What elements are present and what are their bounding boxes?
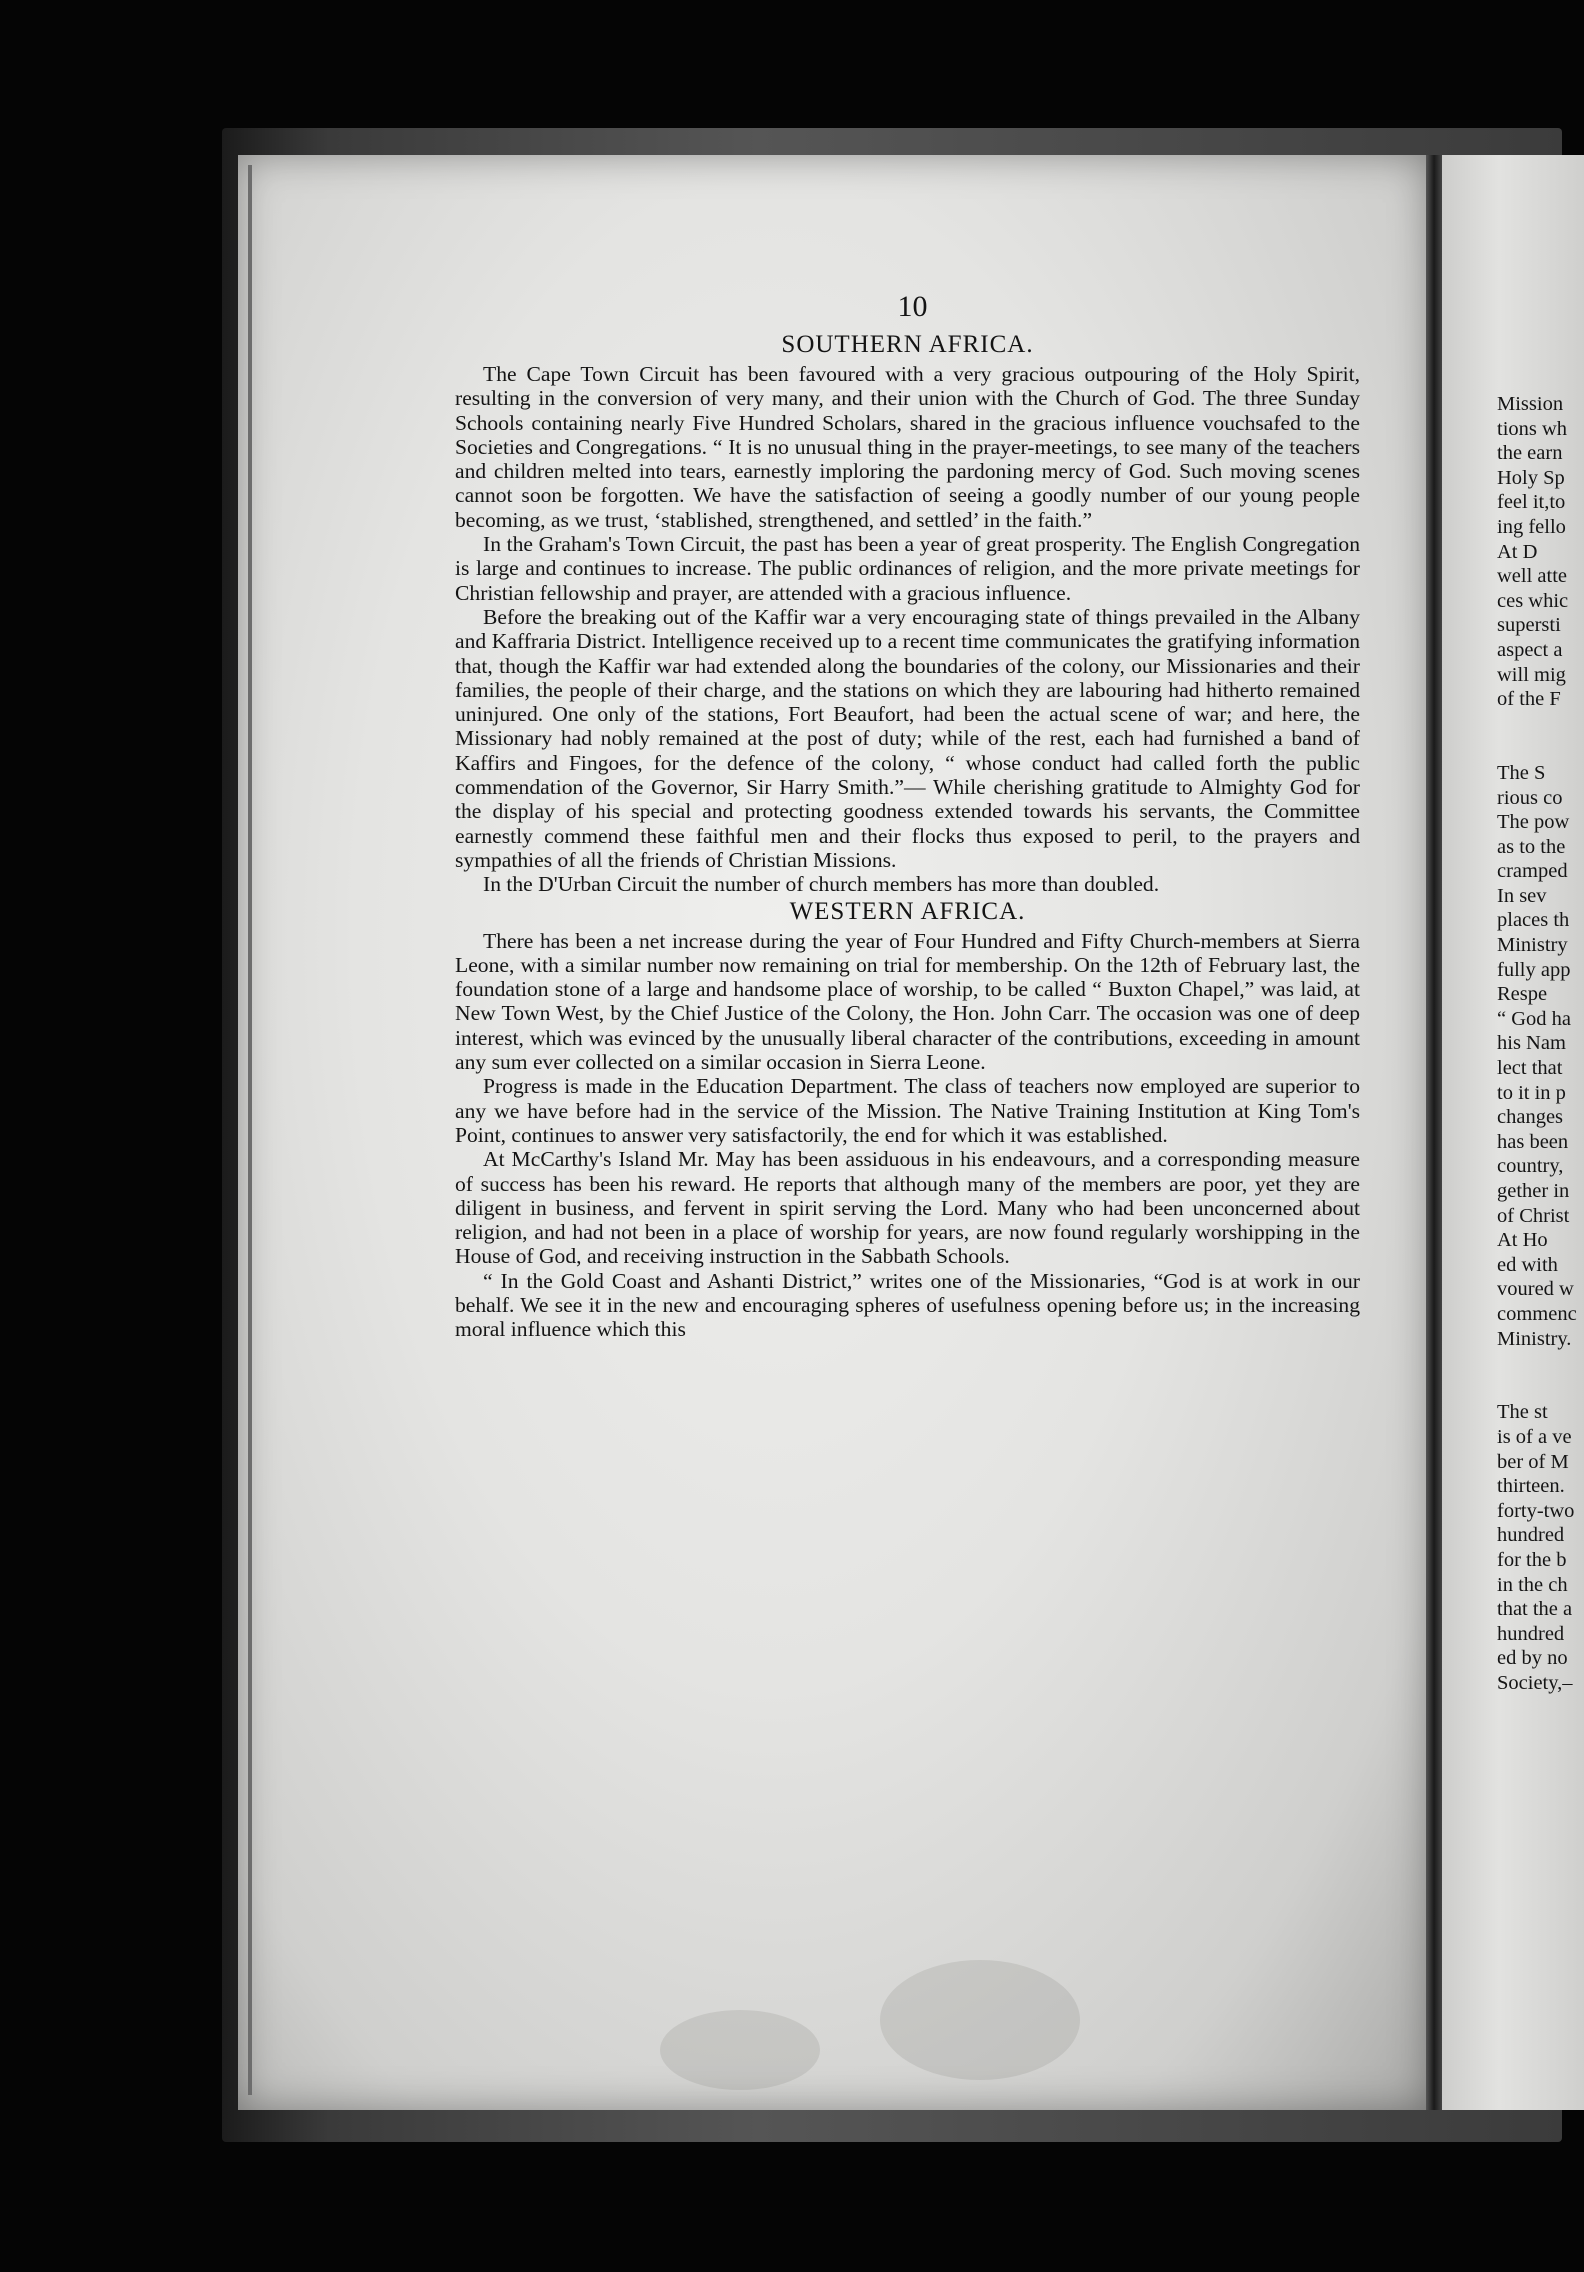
facing-page-line: The pow	[1497, 811, 1570, 834]
facing-page-line: ber of M	[1497, 1450, 1569, 1473]
facing-page-line: cramped	[1497, 860, 1568, 883]
paragraph: The Cape Town Circuit has been favoured with a very gracious outpouring of the Holy Spirit, resulting in the conversion of very many, and their union with the Church of God. The three Sunday Schools containing nearly Five Hundred Scholars, shared in the gracious influence vouchsafed to the Societies and Congregations. “ It is no unusual thing in the prayer-meetings, to see many of the teachers and children melted into tears, earnestly imploring the pardoning mercy of God. Such moving scenes cannot soon be forgotten. We have the satisfaction of seeing a goodly number of our young people becoming, as we trust, ‘stablished, strengthened, and settled’ in the faith.”	[455, 362, 1360, 532]
facing-page-line: feel it,to	[1497, 491, 1566, 514]
facing-page-line: as to the	[1497, 835, 1566, 858]
facing-page-line: thirteen.	[1497, 1475, 1565, 1498]
facing-page-line: ces whic	[1497, 589, 1569, 612]
section-western-africa	[455, 897, 1360, 1342]
paper-stain	[880, 1960, 1080, 2080]
facing-page-line: hundred	[1497, 1622, 1565, 1645]
paper-stain	[660, 2010, 820, 2090]
facing-page-line: commenc	[1497, 1302, 1577, 1325]
paragraph: “ In the Gold Coast and Ashanti District,” writes one of the Missionaries, “God is at work in our behalf. We see it in the new and encouraging spheres of usefulness opening before us; in the increasing moral influence which this	[455, 1268, 1360, 1342]
facing-page-line: is of a ve	[1497, 1425, 1572, 1448]
main-text-column	[455, 290, 1360, 1342]
facing-page-line: “ God ha	[1497, 1007, 1572, 1030]
facing-page-line: of Christ	[1497, 1204, 1570, 1227]
facing-page-line: In sev	[1497, 884, 1547, 907]
facing-page-line: aspect a	[1497, 638, 1563, 661]
facing-page-line: ed by no	[1497, 1647, 1568, 1670]
facing-page-line: At D	[1497, 540, 1538, 563]
paragraph: Before the breaking out of the Kaffir war a very encouraging state of things prevailed in the Albany and Kaffraria District. Intelligence received up to a recent time communicates the gratifying information that, though the Kaffir war had extended along the boundaries of the colony, our Missionaries and their families, the people of their charge, and the stations on which they are labouring had hitherto remained uninjured. One only of the stations, Fort Beaufort, had been the actual scene of war; and here, the Missionary had nobly remained at the post of duty; while of the rest, each had furnished a band of Kaffirs and Fingoes, for the defence of the colony, “ whose conduct had called forth the public commendation of the Governor, Sir Harry Smith.”— While cherishing gratitude to Almighty God for the display of his special and protecting goodness extended towards his servants, the Committee earnestly commend these faithful men and their flocks thus exposed to peril, to the prayers and sympathies of all the friends of Christian Missions.	[455, 604, 1360, 872]
facing-page-line: ing fello	[1497, 515, 1566, 538]
paragraph: In the Graham's Town Circuit, the past has been a year of great prosperity. The English Congregation is large and continues to increase. The public ordinances of religion, and the more private meetings for Christian fellowship and prayer, are attended with a gracious influence.	[455, 532, 1360, 605]
facing-page-line: Holy Sp	[1497, 466, 1565, 489]
section-heading: SOUTHERN AFRICA.	[781, 331, 1034, 358]
facing-page-line: At Ho	[1497, 1229, 1548, 1252]
facing-page-line: gether in	[1497, 1180, 1570, 1202]
facing-page-line: lect that	[1497, 1057, 1563, 1080]
facing-page-line: forty-two	[1497, 1499, 1575, 1522]
paragraph: There has been a net increase during the year of Four Hundred and Fifty Church-members at Sierra Leone, with a similar number now remaining on trial for membership. On the 12th of February last, the foundation stone of a large and handsome place of worship, to be called “ Buxton Chapel,” was laid, at New Town West, by the Chief Justice of the Colony, the Hon. John Carr. The occasion was one of deep interest, which was evinced by the unusually liberal character of the contributions, exceeding in amount any sum ever collected on a similar occasion in Sierra Leone.	[455, 928, 1360, 1075]
paragraph: In the D'Urban Circuit the number of church members has more than doubled.	[483, 872, 1160, 897]
facing-page-line: Ministry.	[1497, 1327, 1572, 1350]
paragraph: Progress is made in the Education Department. The class of teachers now employed are superior to any we have before had in the service of the Mission. The Native Training Institution at King Tom's Point, continues to answer very satisfactorily, the end for which it was established.	[455, 1074, 1360, 1147]
section-southern-africa	[455, 330, 1360, 897]
facing-page-gap	[1497, 712, 1584, 737]
facing-page-line: Ministry	[1497, 934, 1568, 957]
facing-page-line: of the F	[1497, 688, 1561, 711]
facing-page-line: the earn	[1497, 442, 1563, 465]
facing-page-gap	[1497, 1351, 1584, 1376]
facing-page-line: for the b	[1497, 1548, 1567, 1571]
facing-page-line: The S	[1497, 761, 1546, 784]
facing-page-gap	[1497, 736, 1584, 761]
facing-page-line: tions wh	[1497, 417, 1568, 440]
facing-page-line: to it in p	[1497, 1081, 1566, 1104]
paragraph: At McCarthy's Island Mr. May has been assiduous in his endeavours, and a corresponding measure of success has been his reward. He reports that although many of the members are poor, yet they are diligent in business, and fervent in spirit serving the Lord. Many who had been unconcerned about religion, and had not been in a place of worship for years, are now found regularly worshipping in the House of God, and receiving instruction in the Sabbath Schools.	[455, 1147, 1360, 1269]
page-number: 10	[897, 290, 928, 323]
facing-page-line: in the ch	[1497, 1573, 1568, 1596]
facing-page-line: changes	[1497, 1106, 1564, 1129]
facing-page-text	[1497, 392, 1584, 1695]
facing-page-line: fully app	[1497, 958, 1571, 981]
facing-page-line: supersti	[1497, 614, 1561, 637]
facing-page-line: Respe	[1497, 983, 1548, 1006]
facing-page-line: his Nam	[1497, 1032, 1566, 1055]
book-gutter	[1426, 155, 1442, 2110]
page-edge-line	[248, 165, 252, 2095]
facing-page-line: rious co	[1497, 786, 1563, 809]
facing-page-line: Society,–	[1497, 1671, 1573, 1694]
facing-page-line: will mig	[1497, 663, 1566, 686]
facing-page-line: The st	[1497, 1401, 1548, 1424]
facing-page-line: has been	[1497, 1130, 1569, 1153]
facing-page-line: country,	[1497, 1155, 1564, 1178]
facing-page-line: ed with	[1497, 1253, 1558, 1276]
facing-page-line: voured w	[1497, 1278, 1574, 1301]
facing-page-line: that the a	[1497, 1598, 1573, 1621]
facing-page-line: hundred	[1497, 1524, 1565, 1547]
facing-page-line: places th	[1497, 909, 1570, 932]
facing-page-line: well atte	[1497, 565, 1568, 588]
facing-page-gap	[1497, 1376, 1584, 1401]
facing-page-line: Mission	[1497, 393, 1564, 415]
section-heading: WESTERN AFRICA.	[789, 897, 1026, 925]
